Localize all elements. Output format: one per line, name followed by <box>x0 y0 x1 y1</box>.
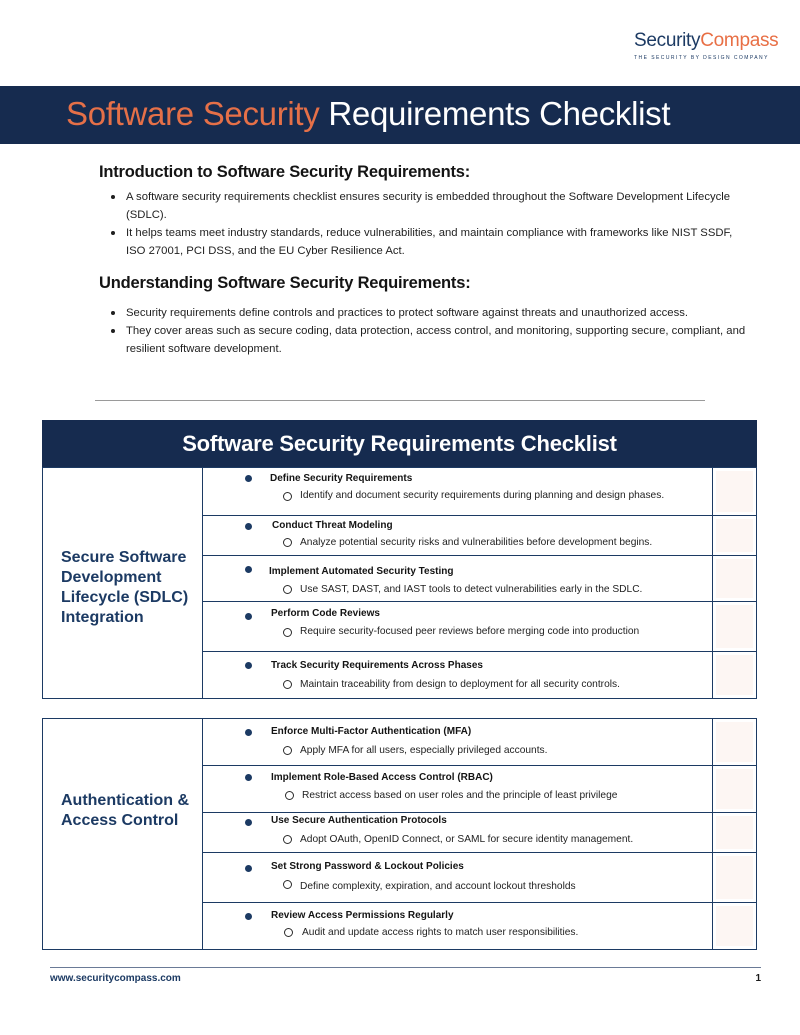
item-title: Review Access Permissions Regularly <box>271 910 454 921</box>
checkbox[interactable] <box>712 766 756 812</box>
item-title: Implement Automated Security Testing <box>269 566 454 577</box>
checklist-item <box>203 516 756 556</box>
category-label: Authentication & Access Control <box>61 792 189 829</box>
item-title: Implement Role-Based Access Control (RBAC) <box>271 772 493 783</box>
checkbox[interactable] <box>712 719 756 765</box>
circle-bullet-icon <box>283 585 292 594</box>
item-title: Enforce Multi-Factor Authentication (MFA) <box>271 726 472 737</box>
item-description: Restrict access based on user roles and the principle of least privilege <box>302 790 618 801</box>
intro-bullet-list <box>109 188 749 260</box>
checklist-header <box>42 420 757 468</box>
item-description: Adopt OAuth, OpenID Connect, or SAML for secure identity management. <box>300 834 634 845</box>
checklist-title: Software Security Requirements Checklist <box>182 431 617 456</box>
checkbox[interactable] <box>712 813 756 852</box>
footer-divider <box>50 967 761 968</box>
circle-bullet-icon <box>283 538 292 547</box>
page-title <box>66 94 670 134</box>
checkbox[interactable] <box>712 903 756 949</box>
item-title: Track Security Requirements Across Phases <box>271 660 483 671</box>
circle-bullet-icon <box>283 880 292 889</box>
section-divider <box>95 400 705 401</box>
title-rest: Requirements Checklist <box>319 95 671 132</box>
item-description: Define complexity, expiration, and account lockout thresholds <box>300 881 576 892</box>
checkbox[interactable] <box>712 652 756 698</box>
item-description: Audit and update access rights to match user responsibilities. <box>302 927 579 938</box>
category-cell <box>43 468 203 698</box>
item-description: Analyze potential security risks and vulnerabilities before development begins. <box>300 537 653 548</box>
bullet-dot-icon <box>245 729 252 736</box>
circle-bullet-icon <box>283 628 292 637</box>
understanding-bullet: They cover areas such as secure coding, data protection, access control, and monitoring, supporting secure, compliant, and resilient software development. <box>109 322 749 358</box>
category-label: Secure Software Development Lifecycle (SDLC) Integration <box>61 549 189 626</box>
checklist-item <box>203 719 756 766</box>
item-description: Identify and document security requirements during planning and design phases. <box>300 490 665 501</box>
footer-url[interactable]: www.securitycompass.com <box>50 973 181 984</box>
bullet-dot-icon <box>245 475 252 482</box>
item-description: Apply MFA for all users, especially privileged accounts. <box>300 745 548 756</box>
category-cell <box>43 719 203 949</box>
title-banner <box>0 86 800 144</box>
bullet-dot-icon <box>245 523 252 530</box>
item-title: Set Strong Password & Lockout Policies <box>271 861 464 872</box>
page-number: 1 <box>755 973 761 984</box>
checkbox[interactable] <box>712 853 756 902</box>
checklist-item <box>203 468 756 516</box>
brand-logo <box>634 30 779 61</box>
checklist-item <box>203 602 756 652</box>
title-highlight: Software Security <box>66 95 320 132</box>
intro-bullet: It helps teams meet industry standards, reduce vulnerabilities, and maintain compliance with frameworks like NIST SSDF, ISO 27001, PCI DSS, and the EU Cyber Resilience Act. <box>109 224 749 260</box>
circle-bullet-icon <box>283 492 292 501</box>
checkbox[interactable] <box>712 468 756 515</box>
checkbox[interactable] <box>712 602 756 651</box>
bullet-dot-icon <box>245 613 252 620</box>
bullet-dot-icon <box>245 865 252 872</box>
item-title: Define Security Requirements <box>270 473 413 484</box>
checklist-group-sdlc <box>42 467 757 699</box>
checklist-item <box>203 813 756 853</box>
bullet-dot-icon <box>245 913 252 920</box>
checklist-item <box>203 903 756 949</box>
circle-bullet-icon <box>283 680 292 689</box>
checkbox[interactable] <box>712 556 756 601</box>
item-title: Perform Code Reviews <box>271 608 380 619</box>
circle-bullet-icon <box>283 746 292 755</box>
item-title: Conduct Threat Modeling <box>272 520 393 531</box>
intro-heading: Introduction to Software Security Requirements: <box>99 163 471 181</box>
understanding-bullet-list <box>109 304 749 358</box>
circle-bullet-icon <box>283 835 292 844</box>
item-description: Use SAST, DAST, and IAST tools to detect vulnerabilities early in the SDLC. <box>300 584 643 595</box>
bullet-dot-icon <box>245 566 252 573</box>
logo-tagline: THE SECURITY BY DESIGN COMPANY <box>634 55 769 61</box>
circle-bullet-icon <box>285 791 294 800</box>
intro-bullet: A software security requirements checklist ensures security is embedded throughout the Software Development Lifecycle (SDLC). <box>109 188 749 224</box>
checklist-item <box>203 556 756 602</box>
bullet-dot-icon <box>245 774 252 781</box>
checklist-item <box>203 766 756 813</box>
bullet-dot-icon <box>245 819 252 826</box>
item-title: Use Secure Authentication Protocols <box>271 815 447 826</box>
item-description: Require security-focused peer reviews before merging code into production <box>300 626 640 637</box>
understanding-heading: Understanding Software Security Requirements: <box>99 274 471 292</box>
understanding-bullet: Security requirements define controls and practices to protect software against threats and unauthorized access. <box>109 304 749 322</box>
item-description: Maintain traceability from design to deployment for all security controls. <box>300 679 620 690</box>
checklist-item <box>203 652 756 698</box>
checkbox[interactable] <box>712 516 756 555</box>
checklist-group-authentication <box>42 718 757 950</box>
bullet-dot-icon <box>245 662 252 669</box>
logo-wordmark: SecurityCompass <box>634 30 779 51</box>
circle-bullet-icon <box>284 928 293 937</box>
checklist-item <box>203 853 756 903</box>
